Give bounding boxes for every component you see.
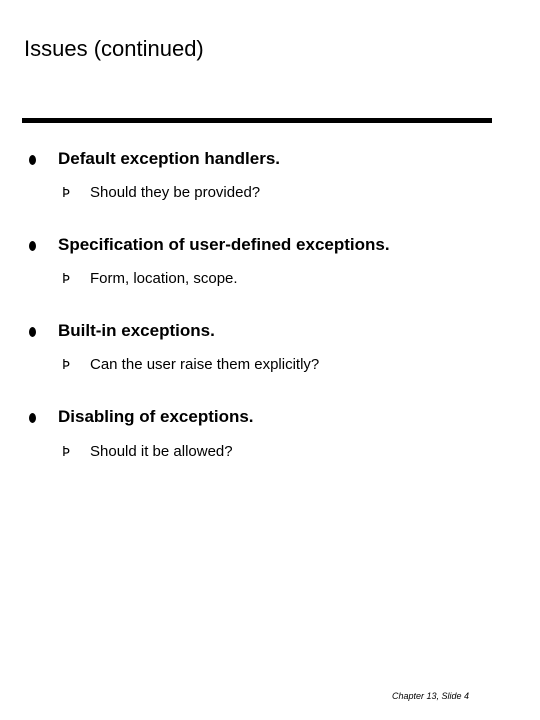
- bullet-icon: [29, 327, 36, 337]
- bullet-item-default-handlers: Default exception handlers.: [58, 149, 280, 168]
- sub-item-disabling: Should it be allowed?: [90, 443, 233, 460]
- bullet-item-user-defined: Specification of user-defined exceptions.: [58, 235, 390, 254]
- sub-bullet-icon: Þ: [62, 358, 70, 373]
- sub-item-user-defined: Form, location, scope.: [90, 270, 238, 287]
- sub-bullet-icon: Þ: [62, 186, 70, 201]
- bullet-icon: [29, 241, 36, 251]
- bullet-item-disabling: Disabling of exceptions.: [58, 407, 254, 426]
- bullet-icon: [29, 155, 36, 165]
- title-divider: [22, 118, 492, 123]
- sub-item-built-in: Can the user raise them explicitly?: [90, 356, 320, 373]
- bullet-item-built-in: Built-in exceptions.: [58, 321, 215, 340]
- bullet-icon: [29, 413, 36, 423]
- sub-bullet-icon: Þ: [62, 272, 70, 287]
- sub-item-default-handlers: Should they be provided?: [90, 184, 261, 201]
- slide-footer: Chapter 13, Slide 4: [392, 691, 470, 701]
- sub-bullet-icon: Þ: [62, 445, 70, 460]
- slide-title: Issues (continued): [24, 36, 204, 61]
